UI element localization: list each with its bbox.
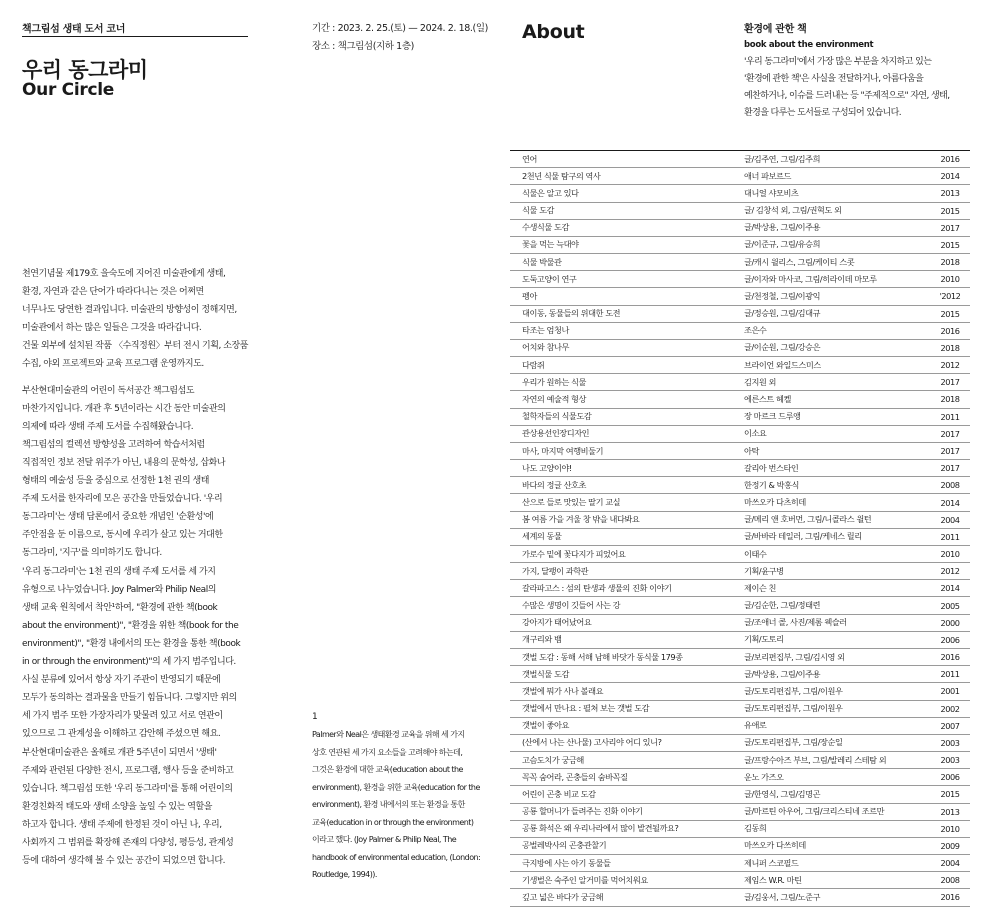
book-row	[510, 494, 970, 511]
book-year: 2010	[940, 549, 960, 560]
book-row	[510, 477, 970, 494]
book-year: 2016	[940, 154, 960, 165]
book-row	[510, 168, 970, 185]
book-author: 조은수	[744, 325, 767, 336]
book-year: 2016	[940, 325, 960, 336]
book-title: 식물 도감	[522, 205, 554, 216]
book-year: 2018	[940, 342, 960, 353]
book-title: 개구리와 뱀	[522, 634, 562, 645]
book-author: 글/마르틴 아우어, 그림/크리스티네 조르만	[744, 806, 885, 817]
book-title: 갯벌 도감 : 동해 서해 남해 바닷가 동식물 179종	[522, 651, 683, 662]
book-author: 글/바바라 테일러, 그림/케네스 릴리	[744, 531, 862, 542]
book-row	[510, 597, 970, 614]
book-year: 2012	[940, 360, 960, 371]
book-year: 2002	[940, 703, 960, 714]
book-author: 장 마르크 드루앵	[744, 411, 801, 422]
book-row	[510, 409, 970, 426]
book-title: 우리가 원하는 식물	[522, 376, 586, 387]
book-author: 글/조애너 콜, 사진/제롬 웩슬러	[744, 617, 847, 628]
book-title: 식물은 알고 있다	[522, 187, 579, 198]
book-year: 2016	[940, 652, 960, 663]
book-year: 2017	[940, 463, 960, 474]
book-row	[510, 666, 970, 683]
book-title: 고슴도치가 궁금해	[522, 754, 584, 765]
book-title: 산으로 들로 맛있는 딸기 교실	[522, 497, 621, 508]
book-author: 김동희	[744, 823, 767, 834]
book-year: 2011	[940, 531, 960, 542]
book-year: 2015	[940, 789, 960, 800]
book-year: 2017	[940, 446, 960, 456]
book-title: 공벌레박사의 곤충관찰기	[522, 840, 607, 851]
book-author: 갈리아 번스타인	[744, 462, 799, 473]
book-title: (산에서 나는 산나물) 고사리야 어디 있니?	[522, 737, 662, 748]
book-author: 글/김순한, 그림/정태련	[744, 600, 821, 611]
body-paragraph-3: '우리 동그라미'는 1천 권의 생태 주제 도서를 세 가지 유형으로 나누었습니다. Joy Palmer와 Philip Neal의 생태 교육 원칙에서 착안¹하여, "환경에 관한 책(book about the environment)", "환경을 위한 책(book for the environment)", "환경 내에서의 또는 환경을 통한 책(book in or through the environment)"의 세 가지 범주입니다. 사실 분류에 있어서 항상 자기 주관이 반영되기 때문에 모두가 동의하는 결과물을 만들기 힘듭니다. 그렇지만 위의 세 가지 범주 또한 가장자리가 맞물려 있고 서로 연관이 있으므로 그 관계성을 이해하고 감안해 주셨으면 해요.	[22, 567, 241, 739]
book-title: 도둑고양이 연구	[522, 273, 577, 284]
book-title: 공룡 할머니가 들려주는 진화 이야기	[522, 806, 643, 817]
book-title: 봄 여름 가을 겨울 창 밖을 내다봐요	[522, 514, 640, 525]
book-year: 2001	[940, 686, 960, 697]
book-row	[510, 529, 970, 546]
book-year: 2010	[940, 823, 960, 834]
book-title: 관상용선인장디자인	[522, 428, 590, 439]
book-year: 2010	[940, 274, 960, 285]
book-author: 글/이순원, 그림/강승은	[744, 342, 821, 353]
book-row	[510, 769, 970, 786]
book-year: 2013	[940, 806, 960, 817]
book-year: 2009	[940, 840, 960, 851]
book-row	[510, 237, 970, 254]
book-title: 철학자들의 식물도감	[522, 411, 592, 422]
book-title: 꼭꼭 숨어라, 곤충들의 숨바꼭질	[522, 771, 628, 782]
page-title-english: Our Circle	[22, 80, 114, 100]
book-title: 극지방에 사는 아기 동물들	[522, 857, 611, 868]
book-year: 2006	[940, 772, 960, 783]
book-row	[510, 855, 970, 872]
book-row	[510, 889, 970, 906]
book-row	[510, 563, 970, 580]
book-title: 펭아	[522, 290, 537, 301]
book-author: 글/ 김창석 외, 그림/권혁도 외	[744, 205, 842, 216]
book-year: 2004	[940, 514, 960, 525]
book-author: 제이슨 친	[744, 582, 776, 593]
book-year: 2014	[940, 171, 960, 182]
category-description: '우리 동그라미'에서 가장 많은 부분을 차지하고 있는 '환경에 관한 책'은 사실을 전달하거나, 아름다움을 예찬하거나, 이슈를 드러내는 등 "주제적으로" 자연, 생태, 환경을 다루는 도서들로 구성되어 있습니다.	[744, 57, 950, 118]
book-year: 2014	[940, 497, 960, 508]
book-row	[510, 735, 970, 752]
body-paragraph-1: 천연기념물 제179호 을숙도에 지어진 미술관에게 생태, 환경, 자연과 같은 단어가 따라다니는 것은 어쩌면 너무나도 당연한 결과입니다. 미술관의 방향성이 정해지면, 미술관에서 하는 많은 일들은 그것을 따라갑니다. 건물 외부에 설치된 작품 〈수직정원〉부터 전시 기획, 소장품 수집, 야외 프로젝트와 교육 프로그램 운영까지도.	[22, 269, 249, 369]
book-author: 글/도토리편집부, 그림/이원우	[744, 703, 843, 714]
book-title: 갯벌이 좋아요	[522, 720, 569, 731]
book-title: 세계의 동물	[522, 531, 562, 542]
book-author: 글/김웅서, 그림/노준구	[744, 891, 821, 902]
book-title: 갯벌에 뭐가 사나 볼래요	[522, 685, 604, 696]
book-year: 2006	[940, 634, 960, 645]
book-author: 글/보리편집부, 그림/김시영 외	[744, 651, 845, 662]
book-author: 글/천정철, 그림/이광익	[744, 290, 821, 301]
book-author: 글/메리 앤 호버먼, 그림/니콜라스 윌턴	[744, 514, 872, 525]
book-author: 글/정승원, 그림/김대규	[744, 308, 821, 319]
book-title: 갯벌식물 도감	[522, 668, 569, 679]
book-year: 2013	[940, 188, 960, 199]
book-year: 2018	[940, 257, 960, 268]
body-paragraph-4: 부산현대미술관은 올해로 개관 5주년이 되면서 '생태' 주제와 관련된 다양한 전시, 프로그램, 행사 등을 준비하고 있습니다. 책그림섬 또한 '우리 동그라미'를 통해 어린이의 환경친화적 태도와 생태 소양을 높일 수 있는 역할을 하고자 합니다. 생태 주제에 한정된 것이 아닌 나, 우리, 사회까지 그 범위를 확장해 존재의 다양성, 평등성, 관계성 등에 대하여 생각해 볼 수 있는 공간이 되었으면 합니다.	[22, 748, 234, 866]
book-row	[510, 271, 970, 288]
book-title: 가로수 밑에 꽃다지가 피었어요	[522, 548, 626, 559]
book-row	[510, 701, 970, 718]
book-row	[510, 340, 970, 357]
book-title: 바다의 정글 산호초	[522, 479, 586, 490]
header-rule	[22, 36, 248, 37]
book-year: 2005	[940, 600, 960, 611]
book-title: 꽃을 먹는 늑대야	[522, 239, 579, 250]
book-row	[510, 391, 970, 408]
book-row	[510, 752, 970, 769]
book-title: 강아지가 태어났어요	[522, 617, 592, 628]
book-row	[510, 821, 970, 838]
book-row	[510, 323, 970, 340]
book-year: '2012	[939, 291, 961, 302]
book-author: 유애로	[744, 720, 767, 731]
book-author: 운노 가즈오	[744, 771, 784, 782]
book-author: 에른스트 헤켈	[744, 393, 791, 404]
book-year: 2003	[940, 755, 960, 766]
book-author: 글/캐시 윌리스, 그림/케이티 스콧	[744, 256, 855, 267]
book-author: 대니얼 샤모비츠	[744, 187, 799, 198]
book-author: 글/박상용, 그림/이주용	[744, 222, 821, 233]
book-author: 한정기 & 박홍식	[744, 479, 799, 490]
book-author: 제니퍼 스코필드	[744, 857, 799, 868]
book-author: 글/박상용, 그림/이주용	[744, 668, 821, 679]
book-title: 자연의 예술적 형상	[522, 393, 586, 404]
book-title: 갈라파고스 : 섬의 탄생과 생물의 진화 이야기	[522, 582, 672, 593]
book-author: 기획/도토리	[744, 634, 784, 645]
book-row	[510, 185, 970, 202]
book-row	[510, 512, 970, 529]
book-author: 글/도토리편집부, 그림/이원우	[744, 685, 843, 696]
book-row	[510, 203, 970, 220]
book-author: 글/김주연, 그림/김주희	[744, 153, 821, 164]
book-year: 2003	[940, 737, 960, 748]
book-year: 2015	[940, 308, 960, 319]
book-year: 2017	[940, 222, 960, 233]
book-title: 식물 박물관	[522, 256, 562, 267]
footnote-number: 1	[312, 712, 318, 722]
book-title: 다람쥐	[522, 359, 545, 370]
book-row	[510, 151, 970, 168]
book-author: 제임스 W.R. 마틴	[744, 874, 802, 885]
book-author: 글/한영식, 그림/김명곤	[744, 788, 821, 799]
book-row	[510, 426, 970, 443]
book-title: 수많은 생명이 깃들어 사는 강	[522, 600, 621, 611]
book-title: 기생벌은 숙주인 알거미를 먹어치워요	[522, 874, 648, 885]
about-heading: About	[522, 21, 585, 43]
book-author: 이소요	[744, 428, 767, 439]
footnote-text: Palmer와 Neal은 생태환경 교육을 위해 세 가지 상호 연관된 세 가지 요소들을 고려해야 하는데, 그것은 환경에 대한 교육(education about the environment), 환경을 위한 교육(education for the environment), 환경 내에서의 또는 환경을 통한 교육(education in or through the environment) 이라고 했다. (Joy Palmer & Philip Neal, The handbook of environmental education, (London: Routledge, 1994)).	[312, 730, 481, 879]
book-row	[510, 306, 970, 323]
book-title: 공룡 화석은 왜 우리나라에서 많이 발견될까요?	[522, 823, 679, 834]
book-year: 2016	[940, 892, 960, 903]
exhibition-meta	[312, 20, 488, 56]
book-title: 마사, 마지막 여행비둘기	[522, 445, 604, 456]
book-author: 마쓰오카 다쓰히데	[744, 840, 806, 851]
book-author: 이태수	[744, 548, 767, 559]
book-row	[510, 580, 970, 597]
book-year: 2011	[940, 669, 960, 680]
book-title: 어린이 곤충 비교 도감	[522, 788, 596, 799]
book-author: 마쓰오카 다츠히데	[744, 497, 806, 508]
book-title: 2천년 식물 탐구의 역사	[522, 170, 601, 181]
exhibition-place: 장소 : 책그림섬(지하 1층)	[312, 41, 414, 52]
book-year: 2007	[940, 720, 960, 731]
book-title: 나도 고양이야!	[522, 462, 572, 473]
book-year: 2017	[940, 428, 960, 439]
book-title: 깊고 넓은 바다가 궁금해	[522, 891, 604, 902]
book-author: 아탁	[744, 445, 759, 456]
book-row	[510, 872, 970, 889]
book-row	[510, 374, 970, 391]
corner-label: 책그림섬 생태 도서 코너	[22, 24, 126, 35]
book-author: 글/도토리편집부, 그림/장순일	[744, 737, 843, 748]
book-author: 애너 파보르드	[744, 170, 791, 181]
book-year: 2000	[940, 617, 960, 628]
book-row	[510, 786, 970, 803]
book-author: 글/이자와 마사코, 그림/히라이데 마모루	[744, 273, 877, 284]
book-row	[510, 357, 970, 374]
book-list	[510, 150, 970, 907]
book-year: 2015	[940, 205, 960, 216]
book-title: 타조는 엄청나	[522, 325, 569, 336]
body-paragraph-2: 부산현대미술관의 어린이 독서공간 책그림섬도 마찬가지입니다. 개관 후 5년이라는 시간 동안 미술관의 의제에 따라 생태 주제 도서를 수집해왔습니다. 책그림섬의 컬렉션 방향성을 고려하여 학습서처럼 직접적인 정보 전달 위주가 아닌, 내용의 문학성, 삽화나 형태의 예술성 등을 중심으로 선정한 1천 권의 생태 주제 도서를 한자리에 모은 공간을 만들었습니다. '우리 동그라미'는 생태 담론에서 중요한 개념인 '순환성'에 주안점을 둔 이름으로, 동시에 우리가 살고 있는 거대한 동그라미, '지구'를 의미하기도 합니다.	[22, 386, 226, 558]
book-author: 글/이준규, 그림/유승희	[744, 239, 821, 250]
book-row	[510, 718, 970, 735]
book-row	[510, 254, 970, 271]
page-title: 우리 동그라미	[22, 58, 148, 82]
book-row	[510, 632, 970, 649]
book-row	[510, 288, 970, 305]
category-title: 환경에 관한 책	[744, 24, 807, 35]
book-row	[510, 838, 970, 855]
book-author: 김지원 외	[744, 376, 776, 387]
book-year: 2012	[940, 566, 960, 577]
book-author: 브라이언 와일드스미스	[744, 359, 821, 370]
book-year: 2014	[940, 583, 960, 594]
book-year: 2011	[940, 411, 960, 422]
book-title: 연어	[522, 153, 537, 164]
book-author: 글/프랑수아즈 부브, 그림/발레리 스테탐 외	[744, 754, 887, 765]
book-title: 대이동, 동물들의 위대한 도전	[522, 308, 621, 319]
book-title: 갯벌에서 만나요 : 펼쳐 보는 갯벌 도감	[522, 703, 650, 714]
book-title: 가지, 달팽이 과학관	[522, 565, 589, 576]
exhibition-period: 기간 : 2023. 2. 25.(토) — 2024. 2. 18.(일)	[312, 23, 488, 34]
book-year: 2017	[940, 377, 960, 388]
book-row	[510, 649, 970, 666]
book-row	[510, 804, 970, 821]
book-row	[510, 460, 970, 477]
book-year: 2008	[940, 875, 960, 886]
book-row	[510, 546, 970, 563]
category-title-english: book about the environment	[744, 40, 874, 50]
book-row	[510, 683, 970, 700]
book-row	[510, 615, 970, 632]
book-row	[510, 443, 970, 460]
book-year: 2008	[940, 480, 960, 491]
book-year: 2015	[940, 239, 960, 250]
book-title: 어치와 참나무	[522, 342, 569, 353]
book-year: 2018	[940, 394, 960, 405]
book-author: 기획/윤구병	[744, 565, 784, 576]
book-year: 2004	[940, 858, 960, 869]
book-row	[510, 220, 970, 237]
book-title: 수생식물 도감	[522, 222, 569, 233]
